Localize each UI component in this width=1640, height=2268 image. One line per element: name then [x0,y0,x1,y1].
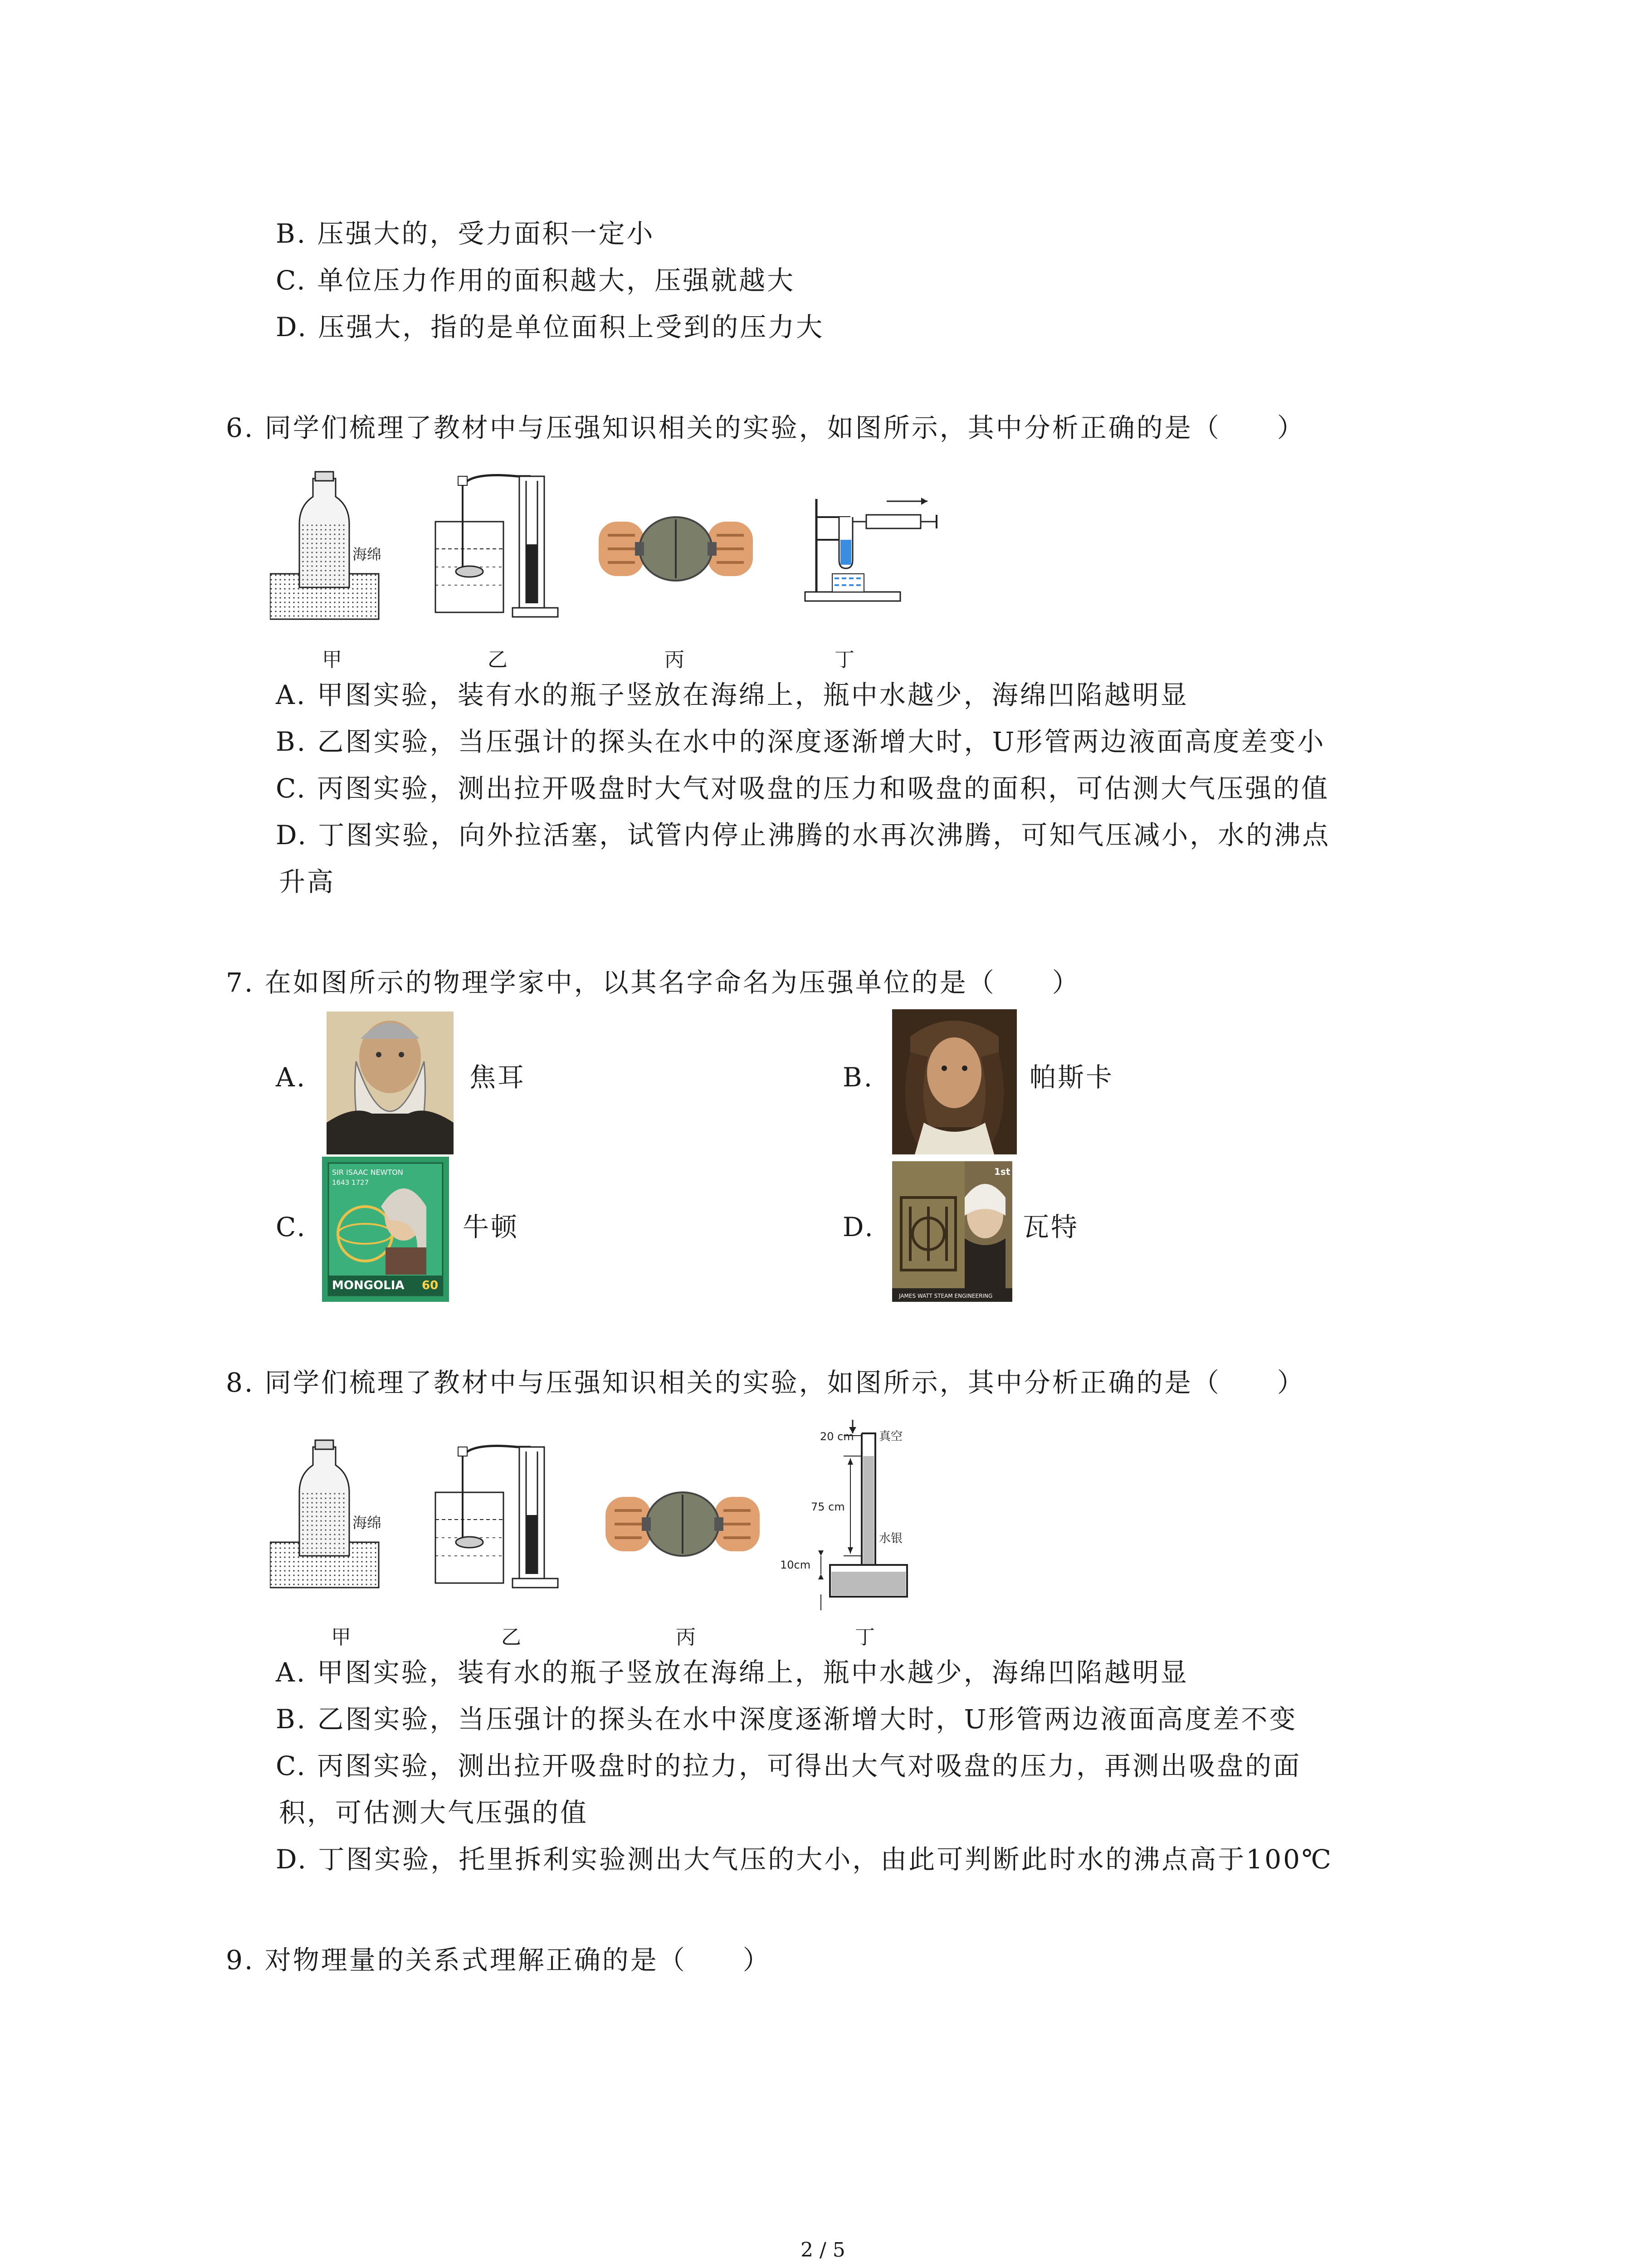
page-number: 2 / 5 [800,2239,845,2262]
q8-torricelli-vacuum: 真空 [879,1430,903,1443]
q6-figure-yi-pressure-gauge [431,467,567,626]
q7-option-d-letter: D. [843,1212,875,1242]
q6-caption-jia: 甲 [322,648,342,671]
q7-option-a-letter: A. [276,1062,307,1093]
q6-option-b: B. 乙图实验，当压强计的探头在水中的深度逐渐增大时，U形管两边液面高度差变小 [276,726,1326,757]
q6-stem: 6. 同学们梳理了教材中与压强知识相关的实验，如图所示，其中分析正确的是（ ） [226,412,1305,443]
q8-figure-ding-torricelli [771,1415,939,1619]
q8-caption-ding: 丁 [855,1626,875,1649]
q5-option-d: D. 压强大，指的是单位面积上受到的压力大 [276,312,825,342]
q7-portrait-pascal [892,1009,1017,1154]
q7-stamp-newton-years: 1643 1727 [332,1178,369,1187]
q8-option-d: D. 丁图实验，托里拆利实验测出大气压的大小，由此可判断此时水的沸点高于100℃ [276,1844,1333,1875]
q8-torricelli-bottom: 10cm [780,1559,811,1571]
q8-torricelli-top: 20 cm [820,1430,854,1443]
q7-option-a-name: 焦耳 [469,1062,526,1093]
q8-figure-bing-suction-cups [605,1479,760,1569]
q8-option-c-line1: C. 丙图实验，测出拉开吸盘时的拉力，可得出大气对吸盘的压力，再测出吸盘的面 [276,1750,1302,1781]
q6-caption-yi: 乙 [488,648,508,671]
q7-option-c-name: 牛顿 [463,1212,519,1242]
q8-figure-jia-bottle-on-sponge [270,1438,388,1597]
q5-option-b: B. 压强大的，受力面积一定小 [276,218,655,249]
q8-option-a: A. 甲图实验，装有水的瓶子竖放在海绵上，瓶中水越少，海绵凹陷越明显 [276,1657,1189,1688]
q7-stamp-watt [892,1161,1012,1302]
q7-option-d-name: 瓦特 [1023,1212,1079,1242]
q8-figure-yi-pressure-gauge [431,1438,567,1597]
q6-option-d-line2: 升高 [279,866,336,897]
q7-stamp-newton-top: SIR ISAAC NEWTON [332,1168,403,1177]
q6-figure-ding-syringe-test-tube [800,490,946,612]
q6-figure-bing-suction-cups [599,503,753,594]
q8-caption-yi: 乙 [501,1626,521,1649]
q6-option-c: C. 丙图实验，测出拉开吸盘时大气对吸盘的压力和吸盘的面积，可估测大气压强的值 [276,773,1330,804]
q8-stem: 8. 同学们梳理了教材中与压强知识相关的实验，如图所示，其中分析正确的是（ ） [226,1367,1305,1398]
q8-caption-jia: 甲 [331,1626,351,1649]
q8-sponge-label: 海绵 [352,1514,382,1531]
q7-stamp-newton-value: 60 [422,1279,439,1292]
q6-figure-jia-bottle-on-sponge [270,469,388,628]
q7-stamp-newton [322,1157,449,1302]
q6-option-a: A. 甲图实验，装有水的瓶子竖放在海绵上，瓶中水越少，海绵凹陷越明显 [276,679,1189,710]
q8-torricelli-mercury: 水银 [879,1532,903,1545]
q5-option-c: C. 单位压力作用的面积越大，压强就越大 [276,265,796,296]
q7-option-b-name: 帕斯卡 [1030,1062,1114,1093]
q7-portrait-joule [327,1012,454,1154]
q8-torricelli-mid: 75 cm [811,1501,845,1513]
q7-option-c-letter: C. [276,1212,307,1242]
q7-option-b-letter: B. [843,1062,874,1093]
q6-option-d-line1: D. 丁图实验，向外拉活塞，试管内停止沸腾的水再次沸腾，可知气压减小，水的沸点 [276,820,1331,850]
q6-caption-ding: 丁 [835,648,854,671]
q7-stamp-newton-country: MONGOLIA [332,1279,405,1292]
q6-sponge-label: 海绵 [352,546,382,563]
q9-stem: 9. 对物理量的关系式理解正确的是（ ） [226,1945,771,1975]
q7-stamp-watt-caption: JAMES WATT STEAM ENGINEERING [899,1293,993,1299]
q8-option-b: B. 乙图实验，当压强计的探头在水中深度逐渐增大时，U形管两边液面高度差不变 [276,1704,1298,1735]
q8-option-c-line2: 积，可估测大气压强的值 [279,1797,589,1828]
q6-caption-bing: 丙 [664,648,684,671]
q7-stem: 7. 在如图所示的物理学家中，以其名字命名为压强单位的是（ ） [226,967,1080,998]
q7-stamp-watt-value: 1st [994,1166,1010,1177]
q8-caption-bing: 丙 [676,1626,696,1649]
